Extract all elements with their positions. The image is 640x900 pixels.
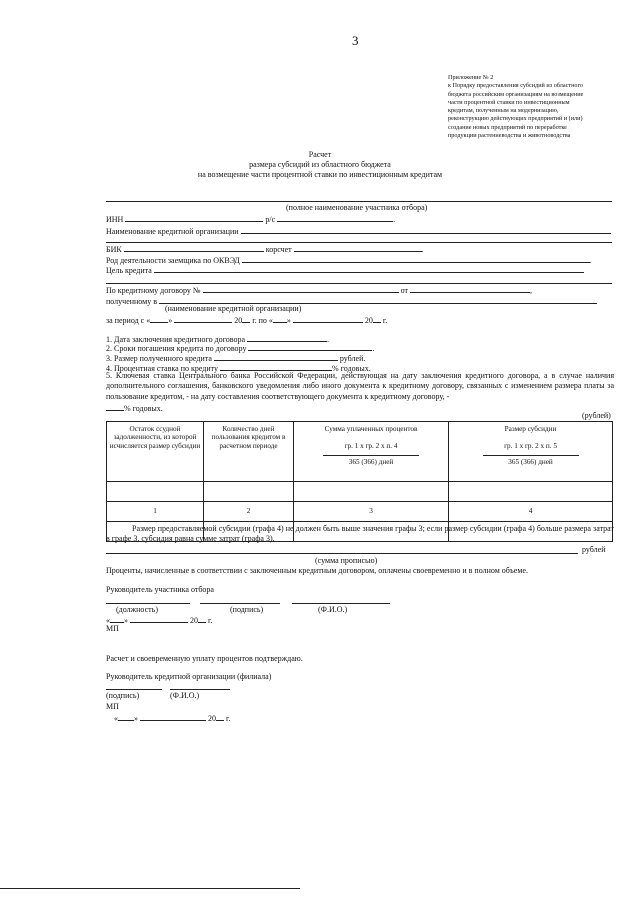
bank-stamp-label: МП — [106, 702, 119, 711]
period-to-label: г. по « — [252, 316, 273, 325]
signature-1-title: Руководитель участника отбора — [106, 585, 214, 594]
item-1-label: 1. Дата заключения кредитного договора — [106, 335, 245, 344]
signature-1-date-row: « » 20 г. — [106, 616, 213, 625]
amount-words-field[interactable] — [106, 553, 578, 554]
appendix-line: продукции растениеводства и животноводства — [448, 131, 571, 139]
footer-rule — [0, 888, 300, 889]
bank-fio-caption: (Ф.И.О.) — [170, 691, 200, 700]
title-line-2: размера субсидий из областного бюджета — [249, 160, 391, 169]
item-5-text: 5. Ключевая ставка Центрального банка Российской Федерации, действующая на дату заключения кредитного договора, а в случае наличия дополнительного соглашения, банковского уведомления либо иного документа к кредитному договору, связанных с изменением размера платы за пользование кредитом, - на дату составления соответствующего документа к кредитному договору, - — [106, 371, 614, 401]
formula-denominator: 365 (366) дней — [323, 455, 419, 466]
column-number: 1 — [107, 502, 204, 522]
contract-row: По кредитному договору № от , — [106, 286, 532, 295]
appendix-line: части процентной ставки по инвестиционным — [448, 98, 570, 106]
goal-label: Цель кредита — [106, 266, 152, 275]
item-2-label: 2. Сроки погашения кредита по договору — [106, 344, 247, 353]
bik-field[interactable] — [124, 243, 264, 252]
signature-field[interactable] — [200, 603, 280, 604]
item-3-field[interactable] — [214, 352, 338, 361]
signature-2-day-field[interactable] — [118, 712, 134, 721]
participant-name-caption: (полное наименование участника отбора) — [286, 203, 428, 212]
header-cell-subsidy: Размер субсидии гр. 1 x гр. 2 x п. 5 365 (366) дней — [449, 422, 613, 482]
column-number: 3 — [294, 502, 449, 522]
inn-label: ИНН — [106, 215, 124, 224]
item-2-field[interactable] — [248, 342, 372, 351]
position-caption: (должность) — [116, 605, 158, 614]
okved-row: Род деятельности заемщика по ОКВЭД . — [106, 256, 592, 265]
period-quote: » — [286, 316, 291, 325]
signature-1-month-field[interactable] — [130, 614, 188, 623]
table-spacer-row — [107, 482, 613, 502]
header-cell-loan-balance: Остаток ссудной задолженности, из которой исчисляется размер субсидии — [107, 422, 204, 482]
bank-name-caption: (наименование кредитной организации) — [165, 304, 302, 313]
item-5-unit: % годовых. — [124, 404, 163, 414]
contract-label: По кредитному договору № — [106, 286, 201, 295]
signature-2-year-field[interactable] — [216, 712, 224, 721]
header-cell-days: Количество дней пользования кредитом в расчетном периоде — [204, 422, 294, 482]
goal-field[interactable] — [154, 264, 584, 273]
bik-row: БИК корсчет . — [106, 245, 424, 254]
period-from-label: за период с « — [106, 316, 151, 325]
formula-numerator: гр. 1 x гр. 2 x п. 4 — [344, 442, 398, 451]
table-unit: (рублей) — [582, 411, 611, 420]
period-year-label: 20 — [364, 316, 373, 325]
received-bank-field[interactable] — [159, 295, 597, 304]
period-to-day-field[interactable] — [273, 314, 287, 323]
bank-row — [106, 225, 611, 236]
appendix-line: создание новых предприятий по переработке — [448, 123, 567, 131]
appendix-line: к Порядку предоставления субсидий из областного — [448, 82, 583, 90]
payment-statement: Проценты, начисленные в соответствии с заключенным кредитным договором, оплачены своевременно и в полном объеме. — [106, 566, 528, 575]
inn-row: ИНН р/с . — [106, 215, 396, 224]
amount-unit: рублей — [582, 545, 606, 554]
signature-1-day-field[interactable] — [110, 614, 124, 623]
period-year-label: 20 — [234, 316, 243, 325]
column-number: 2 — [204, 502, 294, 522]
title-line-3: на возмещение части процентной ставки по инвестиционным кредитам — [197, 170, 443, 179]
item-1-row: 1. Дата заключения кредитного договора . — [106, 335, 329, 344]
item-4-unit: % годовых. — [332, 364, 371, 373]
fio-caption: (Ф.И.О.) — [318, 605, 348, 614]
korschet-label: корсчет — [265, 245, 292, 254]
period-from-year-field[interactable] — [242, 314, 250, 323]
item-5-paragraph — [106, 371, 614, 415]
item-2-row: 2. Сроки погашения кредита по договору . — [106, 344, 375, 353]
bank-signature-field[interactable] — [106, 689, 162, 690]
item-4-field[interactable] — [220, 362, 332, 371]
period-from-month-field[interactable] — [174, 314, 232, 323]
appendix-line: кредитам, полученным на модернизацию, — [448, 107, 559, 114]
formula-denominator: 365 (366) дней — [483, 455, 579, 466]
korschet-field[interactable] — [294, 243, 422, 252]
page-number: 3 — [352, 33, 359, 48]
bank-field[interactable] — [241, 225, 611, 234]
participant-name-field[interactable] — [106, 201, 612, 202]
signature-1-year-field[interactable] — [198, 614, 206, 623]
amount-caption: (сумма прописью) — [315, 556, 378, 565]
appendix-line: реконструкцию действующих предприятий и (или) — [448, 115, 583, 123]
table-column-numbers-row — [107, 502, 613, 522]
goal-row — [106, 264, 584, 275]
bank-fio-field[interactable] — [170, 689, 230, 690]
inn-field[interactable] — [125, 213, 263, 222]
appendix-note — [448, 74, 583, 140]
formula-numerator: гр. 1 x гр. 2 x п. 5 — [504, 442, 557, 451]
column-number: 4 — [449, 502, 613, 522]
table-note: Размер предоставляемой субсидии (графа 4) не должен быть выше значения графы 3; если размер субсидии (графа 4) больше размера затрат в графе 3, субсидия равна сумме затрат (графа 3). — [106, 524, 614, 544]
position-field[interactable] — [106, 603, 190, 604]
appendix-line: Приложение № 2 — [448, 74, 494, 81]
signature-2-date-row: « » 20 г. — [114, 714, 231, 723]
period-row — [106, 314, 387, 325]
contract-number-field[interactable] — [203, 284, 399, 293]
bank-label: Наименование кредитной организации — [106, 227, 239, 236]
confirmation-text: Расчет и своевременную уплату процентов подтверждаю. — [106, 654, 303, 663]
okved-label: Род деятельности заемщика по ОКВЭД — [106, 256, 240, 265]
signature-2-month-field[interactable] — [140, 712, 206, 721]
signature-caption: (подпись) — [230, 605, 264, 614]
rs-field[interactable] — [277, 213, 393, 222]
period-from-day-field[interactable] — [150, 314, 168, 323]
contract-from-label: от — [400, 286, 408, 295]
title-line-1: Расчет — [308, 150, 332, 159]
bik-label: БИК — [106, 245, 122, 254]
item-3-unit: рублей. — [339, 354, 366, 363]
received-label: полученному в — [106, 297, 157, 306]
okved-field[interactable] — [242, 254, 590, 263]
period-to-month-field[interactable] — [293, 314, 363, 323]
period-end-label: г. — [382, 316, 388, 325]
stamp-label: МП — [106, 624, 119, 633]
period-quote: » — [168, 316, 173, 325]
header-cell-interest-paid: Сумма уплаченных процентов гр. 1 x гр. 2 x п. 4 365 (366) дней — [294, 422, 449, 482]
signature-2-title: Руководитель кредитной организации (филиала) — [106, 672, 272, 681]
item-5-field[interactable] — [106, 402, 124, 411]
document-title — [0, 150, 640, 180]
item-4-label: 4. Процентная ставка по кредиту — [106, 364, 219, 373]
appendix-line: бюджета российским организациям на возмещение — [448, 90, 584, 98]
rs-label: р/с — [265, 215, 276, 224]
fio-field[interactable] — [292, 603, 390, 604]
item-1-field[interactable] — [247, 333, 327, 342]
period-to-year-field[interactable] — [373, 314, 381, 323]
item-3-label: 3. Размер полученного кредита — [106, 354, 212, 363]
contract-date-field[interactable] — [410, 284, 530, 293]
table-header-row — [107, 422, 613, 482]
bank-signature-caption: (подпись) — [106, 691, 140, 700]
